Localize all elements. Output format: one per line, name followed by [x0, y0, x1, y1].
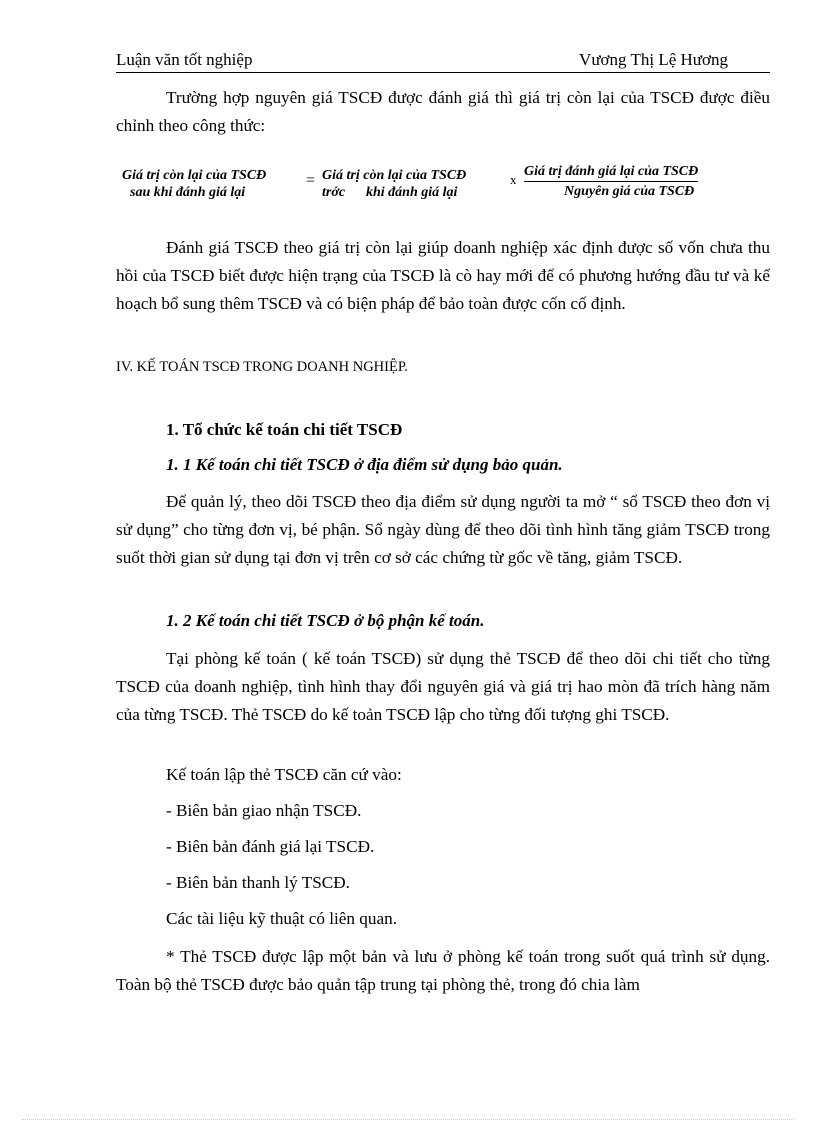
- heading-1: 1. Tổ chức kế toán chi tiết TSCĐ: [166, 420, 403, 439]
- basis-item-liquidation: - Biên bản thanh lý TSCĐ.: [166, 873, 350, 892]
- paragraph-1-2: Tại phòng kế toán ( kế toán TSCĐ) sử dụng thẻ TSCĐ để theo dõi chi tiết cho từng TSCĐ của doanh nghiệp, tình hình thay đổi nguyên giá và giá trị hao mòn đã trích hàng năm của từng TSCĐ. Thẻ TSCĐ do kế toản TSCĐ lập cho từng đối tượng ghi TSCĐ.: [116, 649, 770, 724]
- formula-mid-line2: trớc: [322, 185, 346, 200]
- formula-lhs-line1: Giá trị còn lại của TSCĐ: [122, 168, 267, 183]
- basis-intro: Kế toán lập thẻ TSCĐ căn cứ vào:: [166, 765, 402, 784]
- page-bottom-divider: [22, 1119, 794, 1120]
- basis-item-revaluation: - Biên bản đánh giá lại TSCĐ.: [166, 837, 375, 856]
- card-paragraph: * Thẻ TSCĐ được lập một bản và lưu ở phòng kế toán trong suốt quá trình sử dụng. Toàn bộ thẻ TSCĐ được bảo quản tập trung tại phòng thẻ, trong đó chia làm: [116, 947, 770, 994]
- formula-numerator: Giá trị đánh giá lại của TSCĐ: [524, 164, 698, 182]
- basis-item-delivery: - Biên bản giao nhận TSCĐ.: [166, 801, 362, 820]
- formula: [116, 162, 776, 204]
- section-heading-iv: IV. KẾ TOÁN TSCĐ TRONG DOANH NGHIỆP.: [116, 359, 408, 375]
- formula-mid-line1: Giá trị còn lại của TSCĐ: [322, 168, 467, 183]
- header-author: Vương Thị Lệ Hương: [579, 50, 728, 69]
- heading-1-2: 1. 2 Kế toán chi tiết TSCĐ ở bộ phận kế toán.: [166, 611, 485, 630]
- basis-item-technical: Các tài liệu kỹ thuật có liên quan.: [166, 909, 398, 928]
- header-thesis-title: Luận văn tốt nghiệp: [116, 50, 253, 69]
- formula-times: x: [510, 172, 517, 187]
- formula-mid-line2b: khi đánh giá lại: [366, 185, 458, 200]
- formula-denominator: Nguyên giá của TSCĐ: [564, 184, 695, 199]
- page-header: [116, 50, 770, 73]
- intro-paragraph: Trường hợp nguyên giá TSCĐ được đánh giá thì giá trị còn lại của TSCĐ được điều chỉnh theo công thức:: [116, 88, 770, 135]
- paragraph-1-1: Để quản lý, theo dõi TSCĐ theo địa điểm sử dụng người ta mở “ sổ TSCĐ theo đơn vị sử dụng” cho từng đơn vị, bé phận. Sổ ngày dùng để theo dõi tình hình tăng giảm TSCĐ trong suốt thời gian sử dụng tại đơn vị trên cơ sở các chứng từ gốc về tăng, giảm TSCĐ.: [116, 492, 770, 567]
- evaluation-paragraph: Đánh giá TSCĐ theo giá trị còn lại giúp doanh nghiệp xác định được số vốn chưa thu hồi của TSCĐ biết được hiện trạng của TSCĐ là cò hay mới để có phương hướng đầu tư và kế hoạch bổ sung thêm TSCĐ và có biện pháp để bảo toàn được cốn cố định.: [116, 238, 770, 313]
- formula-lhs-line2: sau khi đánh giá lại: [130, 185, 246, 200]
- heading-1-1: 1. 1 Kế toán chi tiết TSCĐ ở địa điểm sử dụng bảo quản.: [166, 455, 563, 474]
- formula-equals: =: [306, 172, 316, 189]
